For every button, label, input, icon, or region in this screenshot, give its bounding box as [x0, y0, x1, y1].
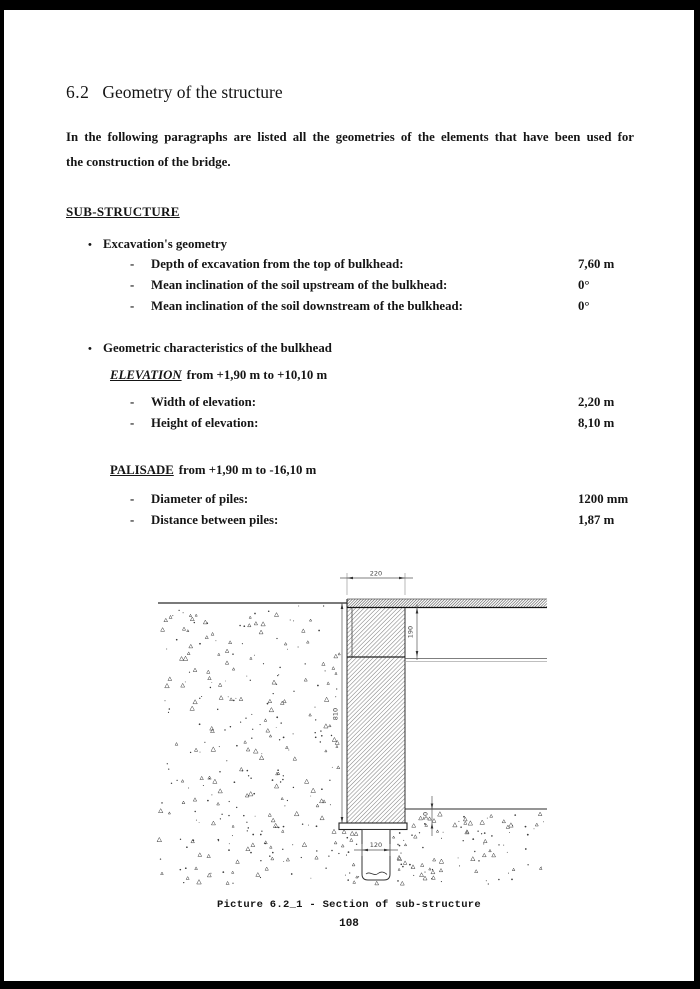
- dim-deck-width: [340, 570, 413, 596]
- section-number: 6.2: [66, 82, 90, 102]
- dash-icon: -: [130, 416, 135, 430]
- spec-value: 0°: [578, 278, 590, 292]
- bullet-excavation: [88, 237, 227, 252]
- bulkhead-wall: [347, 600, 405, 823]
- bullet-bulkhead-label: Geometric characteristics of the bulkhead: [103, 341, 332, 355]
- spec-row: [130, 416, 638, 437]
- figure-caption: Picture 6.2_1 - Section of sub-structure: [216, 899, 482, 911]
- intro-paragraph: [66, 125, 634, 175]
- dash-icon: -: [130, 513, 135, 527]
- spec-value: 0°: [578, 299, 590, 313]
- document-page: [4, 10, 694, 981]
- palisade-keyword: PALISADE: [110, 463, 174, 477]
- spec-label: Mean inclination of the soil upstream of the bulkhead:: [151, 278, 448, 292]
- intro-line-2: the construction of the bridge.: [66, 155, 231, 169]
- excavation-rows: [130, 257, 638, 320]
- page-title: [66, 82, 283, 103]
- bullet-excavation-label: Excavation's geometry: [103, 237, 228, 251]
- spec-label: Mean inclination of the soil downstream of the bulkhead:: [151, 299, 463, 313]
- dim-label: 220: [369, 569, 383, 578]
- spec-value: 2,20 m: [578, 395, 615, 409]
- soil-right-texture: [409, 812, 544, 885]
- bullet-bulkhead: [88, 341, 332, 356]
- elevation-rows: [130, 395, 638, 437]
- dim-label: 810: [331, 707, 340, 721]
- spec-row: [130, 513, 638, 534]
- palisade-heading: [110, 463, 316, 478]
- spec-label: Height of elevation:: [151, 416, 259, 430]
- dash-icon: -: [130, 278, 135, 292]
- spec-label: Diameter of piles:: [151, 492, 249, 506]
- spec-value: 1200 mm: [578, 492, 629, 506]
- pile: [362, 830, 390, 881]
- spec-row: [130, 257, 638, 278]
- bullet-icon: •: [88, 343, 92, 355]
- spec-row: [130, 395, 638, 416]
- spec-row: [130, 299, 638, 320]
- dim-deck-height: [407, 604, 419, 660]
- dash-icon: -: [130, 257, 135, 271]
- elevation-range: from +1,90 m to +10,10 m: [186, 368, 328, 382]
- dim-embedment: [422, 796, 434, 836]
- dash-icon: -: [130, 492, 135, 506]
- palisade-range: from +1,90 m to -16,10 m: [178, 463, 317, 477]
- spec-value: 8,10 m: [578, 416, 615, 430]
- dash-icon: -: [130, 299, 135, 313]
- bullet-icon: •: [88, 239, 92, 251]
- section-title-text: Geometry of the structure: [102, 82, 283, 102]
- dim-wall-height: [332, 603, 344, 823]
- deck-slab: [347, 599, 547, 608]
- elevation-keyword: ELEVATION: [110, 368, 182, 382]
- substructure-heading: SUB-STRUCTURE: [66, 204, 180, 219]
- spec-row: [130, 278, 638, 299]
- dim-label: 190: [406, 625, 415, 639]
- footing: [339, 823, 407, 830]
- spec-label: Distance between piles:: [151, 513, 279, 527]
- palisade-rows: [130, 492, 638, 534]
- dim-label: 120: [369, 841, 383, 849]
- section-drawing: [155, 568, 550, 893]
- spec-value: 1,87 m: [578, 513, 615, 527]
- spec-row: [130, 492, 638, 513]
- soil-left-texture: [157, 605, 340, 884]
- intro-line-1: In the following paragraphs are listed all the geometries of the elements that have been used for: [66, 130, 634, 144]
- elevation-heading: [110, 368, 327, 383]
- dim-label: 50: [421, 811, 430, 821]
- page-number: 108: [339, 918, 359, 930]
- spec-label: Width of elevation:: [151, 395, 256, 409]
- dash-icon: -: [130, 395, 135, 409]
- spec-label: Depth of excavation from the top of bulkhead:: [151, 257, 404, 271]
- spec-value: 7,60 m: [578, 257, 615, 271]
